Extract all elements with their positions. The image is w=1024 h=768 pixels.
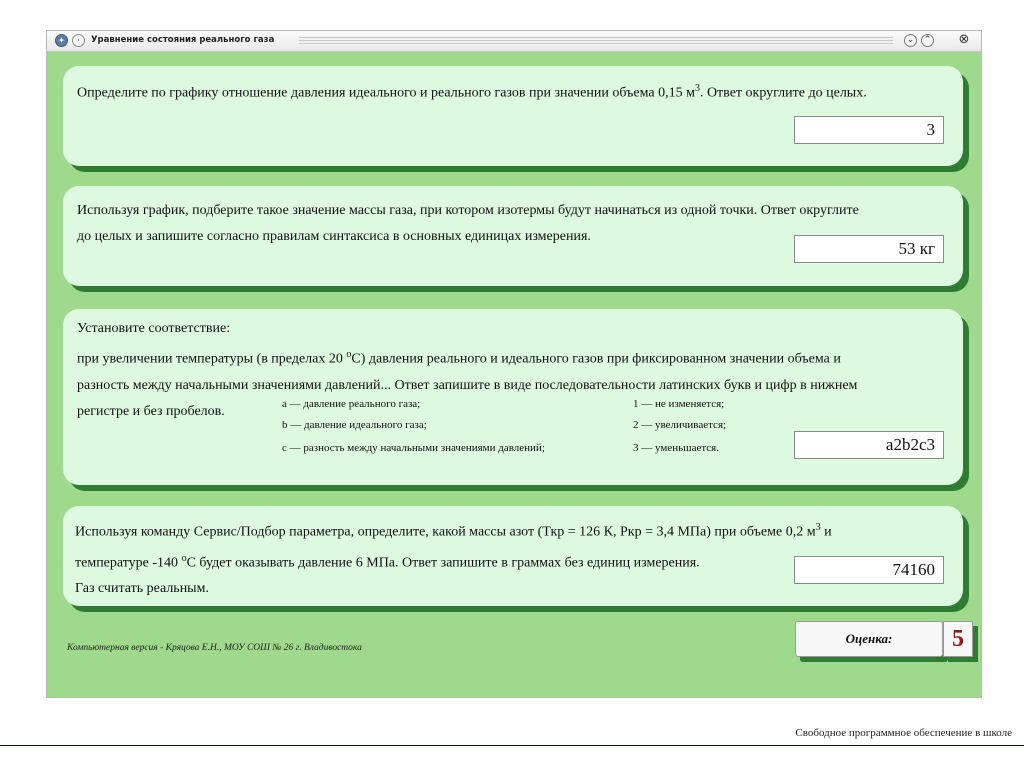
answer-4-input[interactable]: 74160 xyxy=(794,556,944,584)
minimize-icon[interactable]: ⌄ xyxy=(904,34,917,47)
answer-1-input[interactable]: 3 xyxy=(794,116,944,144)
window-title: Уравнение состояния реального газа xyxy=(91,35,275,45)
option-b: b — давление идеального газа; xyxy=(282,419,427,431)
question-1-text: Определите по графику отношение давления идеального и реального газов при значении объема 0,15 $м^3$. Ответ округлите до целых. xyxy=(77,83,867,101)
question-4-text: Используя команду Сервис/Подбор параметра, определите, какой массы азот (Ткр = 126 К, Ркр = 3,4 МПа) при объеме 0,2 $м^3$ и температуре -140 $^о$С будет оказывать давление 6 МПа. Ответ запишите в граммах без единиц измерения. Газ считать реальным. xyxy=(75,522,832,597)
option-c: с — разность между начальными значениями давлений; xyxy=(282,442,545,454)
option-3: 3 — уменьшается. xyxy=(633,442,719,454)
option-1: 1 — не изменяется; xyxy=(633,398,725,410)
title-bar[interactable] xyxy=(47,31,981,52)
option-2: 2 — увеличивается; xyxy=(633,419,727,431)
option-a: а — давление реального газа; xyxy=(282,398,421,410)
answer-2-input[interactable]: 53 кг xyxy=(794,235,944,263)
app-icon[interactable]: ✦ xyxy=(55,34,68,47)
credit-text: Компьютерная версия - Кряцова Е.Н., МОУ СОШ № 26 г. Владивостока xyxy=(67,643,362,653)
answer-3-input[interactable]: a2b2c3 xyxy=(794,431,944,459)
window-menu-icon[interactable]: · xyxy=(72,34,85,47)
maximize-icon[interactable]: ⌃ xyxy=(921,34,934,47)
footer-divider xyxy=(0,745,1024,746)
app-window xyxy=(46,30,982,698)
footer-text: Свободное программное обеспечение в школе xyxy=(795,727,1012,739)
grade-value: 5 xyxy=(943,621,973,657)
question-3-text: Установите соответствие: при увеличении температуры (в пределах 20 $^о$С) давления реального и идеального газов при фиксированном значении объема и разность между начальными значениями давлений... Ответ запишите в виде последовательности латинских букв и цифр в нижнем регистре и без пробелов. xyxy=(77,321,858,419)
close-icon[interactable]: ⊗ xyxy=(958,32,970,47)
title-bar-grip xyxy=(299,37,893,44)
grade-button[interactable]: Оценка: xyxy=(795,621,943,657)
question-2-text: Используя график, подберите такое значение массы газа, при котором изотермы будут начинаться из одной точки. Ответ округлите до целых и запишите согласно правилам синтаксиса в основных единицах измерения. xyxy=(77,203,859,244)
